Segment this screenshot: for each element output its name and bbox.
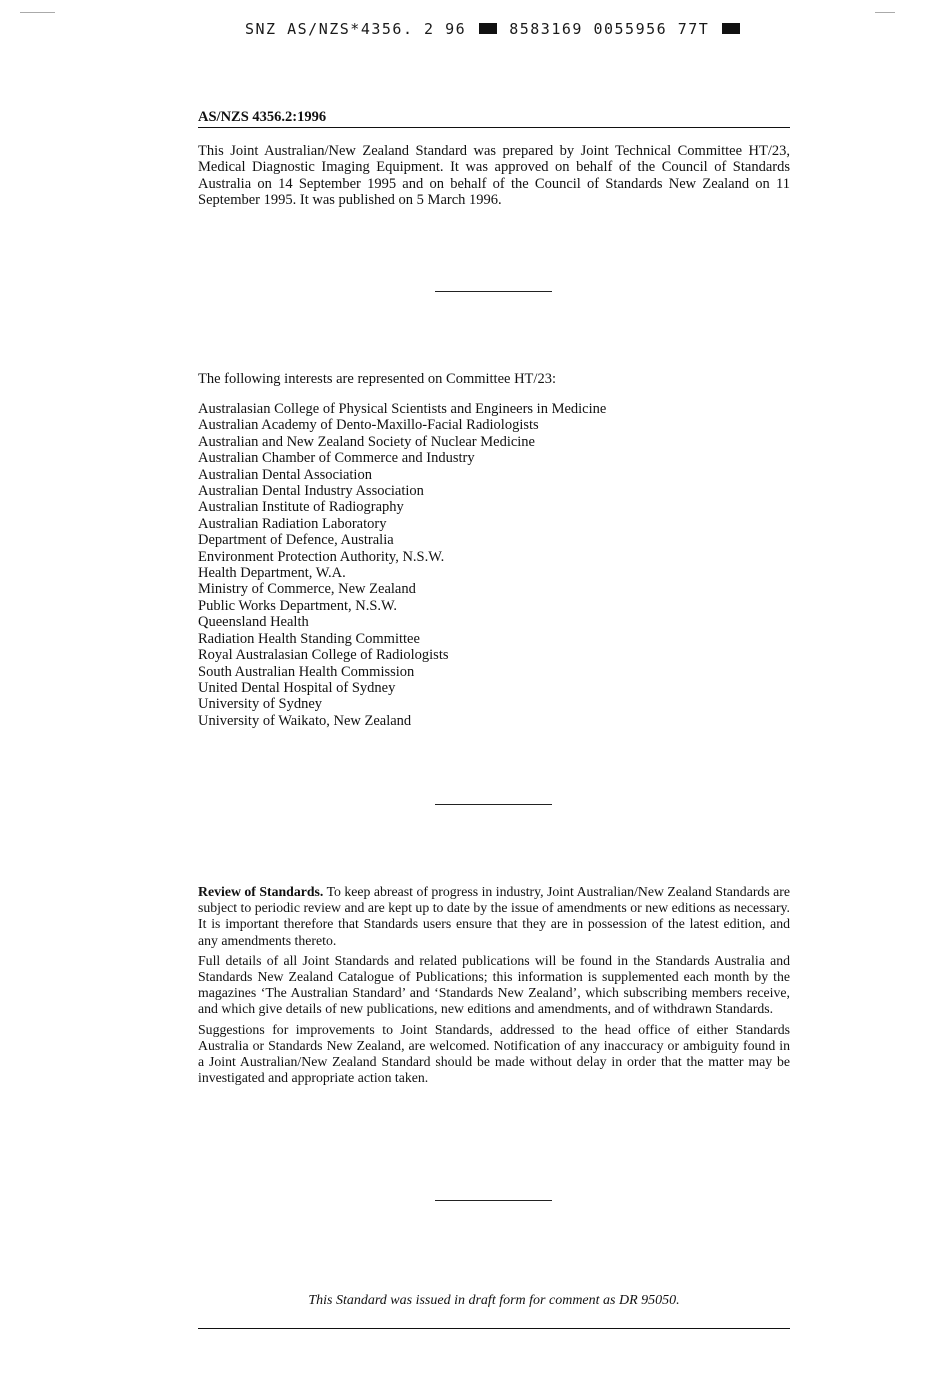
list-item: Australian Academy of Dento-Maxillo-Facial Radiologists — [198, 417, 539, 434]
section-divider — [435, 1200, 552, 1201]
list-item: Australian Institute of Radiography — [198, 499, 404, 516]
list-item: Environment Protection Authority, N.S.W. — [198, 548, 445, 565]
header-document-code — [245, 20, 805, 38]
list-item: Australasian College of Physical Scientists and Engineers in Medicine — [198, 401, 607, 417]
review-heading: Review of Standards. — [198, 884, 324, 899]
list-item: South Australian Health Commission — [198, 663, 415, 680]
header-code-part2: 8583169 0055956 77T — [509, 20, 710, 38]
list-item: Public Works Department, N.S.W. — [198, 597, 397, 614]
list-item: Australian and New Zealand Society of Nuclear Medicine — [198, 433, 535, 450]
scan-mark — [875, 12, 895, 13]
list-item: Australian Dental Association — [198, 466, 372, 483]
list-item: University of Waikato, New Zealand — [198, 712, 412, 729]
section-divider — [435, 804, 552, 805]
review-paragraph-1 — [198, 884, 790, 949]
review-paragraph-1-text: To keep abreast of progress in industry, Joint Australian/New Zealand Standards are subject to periodic review and are kept up to date by the issue of amendments or new editions as necessary. It is important therefore that Standards users ensure that they are in possession of the latest edition, and any amendments thereto. — [198, 884, 790, 948]
list-item: Australian Radiation Laboratory — [198, 515, 387, 532]
committee-member-list — [198, 401, 790, 729]
list-item: Royal Australasian College of Radiologists — [198, 647, 449, 664]
list-item: Radiation Health Standing Committee — [198, 630, 420, 647]
list-item: Australian Chamber of Commerce and Industry — [198, 450, 475, 467]
document-identifier: AS/NZS 4356.2:1996 — [198, 109, 790, 128]
draft-note: This Standard was issued in draft form for comment as DR 95050. — [308, 1293, 680, 1308]
list-item: United Dental Hospital of Sydney — [198, 679, 396, 696]
review-paragraph-3: Suggestions for improvements to Joint Standards, addressed to the head office of either Standards Australia or Standards New Zealand, are welcomed. Notification of any inaccuracy or ambiguity found in a Joint Australian/New Zealand Standard should be made without delay in order that the matter may be investigated and appropriate action taken. — [198, 1021, 790, 1086]
list-item: Department of Defence, Australia — [198, 532, 394, 549]
list-item: Australian Dental Industry Association — [198, 483, 424, 500]
barcode-block-1 — [479, 23, 497, 34]
list-item: University of Sydney — [198, 696, 323, 713]
list-item: Queensland Health — [198, 614, 309, 631]
intro-paragraph: This Joint Australian/New Zealand Standard was prepared by Joint Technical Committee HT/23, Medical Diagnostic Imaging Equipment. It was approved on behalf of the Council of Standards Australia on 14 September 1995 and on behalf of the Council of Standards New Zealand on 11 September 1995. It was published on 5 March 1996. — [198, 143, 790, 209]
review-of-standards-section — [198, 884, 790, 1090]
list-item: Health Department, W.A. — [198, 565, 346, 582]
header-code-part1: SNZ AS/NZS*4356. 2 96 — [245, 20, 467, 38]
list-item: Ministry of Commerce, New Zealand — [198, 581, 416, 598]
barcode-block-2 — [722, 23, 740, 34]
review-paragraph-2: Full details of all Joint Standards and related publications will be found in the Standards Australia and Standards New Zealand Catalogue of Publications; this information is supplemented each month by the magazines ‘The Australian Standard’ and ‘Standards New Zealand’, which subscribing members receive, and which give details of new publications, new editions and amendments, and of withdrawn Standards. — [198, 952, 790, 1017]
section-divider — [435, 291, 552, 292]
committee-intro: The following interests are represented on Committee HT/23: — [198, 371, 556, 387]
scan-mark — [20, 12, 55, 13]
bottom-rule — [198, 1328, 790, 1329]
